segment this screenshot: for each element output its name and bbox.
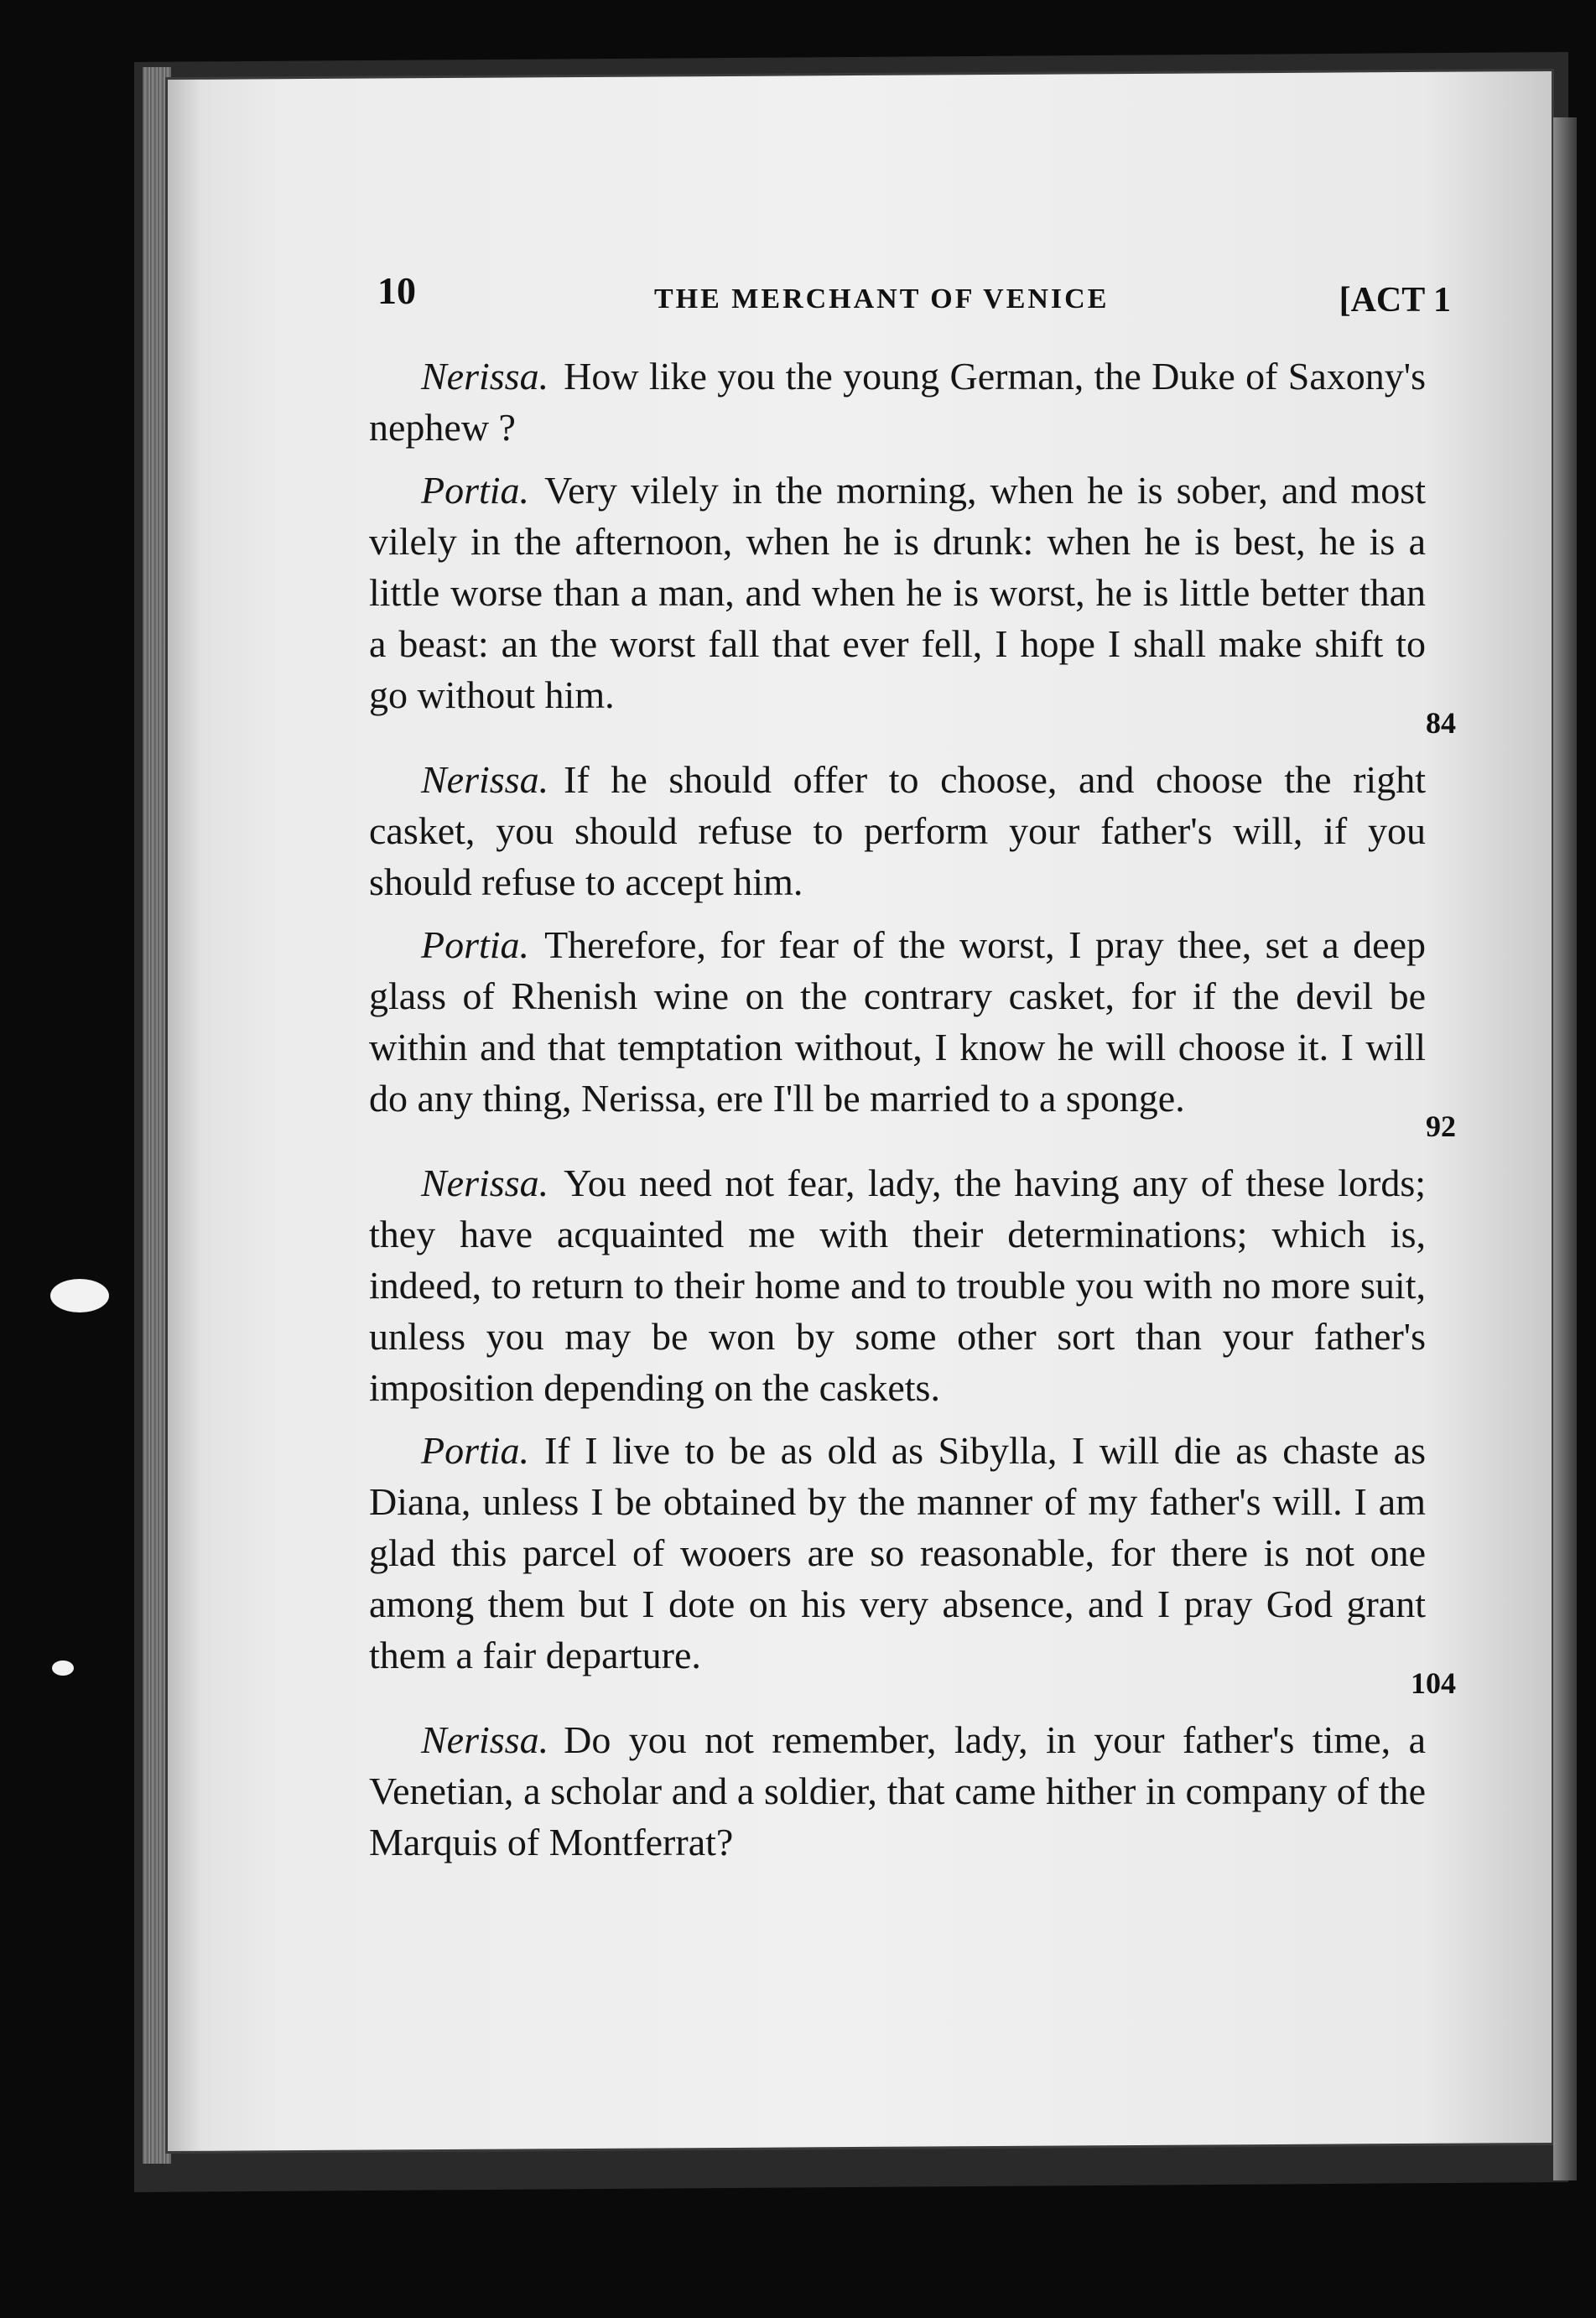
speech-text: How like you the young German, the Duke of Saxony's nephew ?: [369, 355, 1426, 449]
margin-speck: [52, 1661, 74, 1676]
speaker-name: Nerissa.: [421, 355, 549, 398]
play-text: [369, 351, 1456, 1879]
speech: [369, 1425, 1456, 1700]
margin-speck: [50, 1279, 109, 1312]
speaker-name: Nerissa.: [421, 1162, 549, 1204]
speaker-name: Portia.: [421, 469, 530, 512]
line-number: 84: [1426, 706, 1456, 740]
line-number: 92: [1426, 1110, 1456, 1143]
speech-text: If I live to be as old as Sibylla, I will die as chaste as Diana, unless I be obtained by the manner of my father's will. I am glad this parcel of wooers are so reasonable, for there is not one among them but I dote on his very absence, and I pray God grant them a fair departure.: [369, 1429, 1426, 1676]
book-binding-edge: [143, 67, 171, 2164]
speaker-name: Nerissa.: [421, 1718, 549, 1761]
speech: [369, 754, 1426, 907]
speech-text: Do you not remember, lady, in your father's time, a Venetian, a scholar and a soldier, that came hither in company of the Marquis of Montferrat?: [369, 1718, 1426, 1863]
speech: [369, 919, 1456, 1143]
running-title: THE MERCHANT OF VENICE: [654, 283, 1110, 314]
page-header: [377, 268, 1451, 335]
line-number: 104: [1411, 1666, 1456, 1700]
speech-text: You need not fear, lady, the having any of these lords; they have acquainted me with their determinations; which is, indeed, to return to their home and to trouble you with no more suit, unless you may be won by some other sort than your father's imposition depending on the caskets.: [369, 1162, 1426, 1409]
speaker-name: Portia.: [421, 1429, 530, 1472]
speaker-name: Portia.: [421, 923, 530, 966]
speech: [369, 351, 1426, 453]
speech: [369, 465, 1456, 740]
speech-text: If he should offer to choose, and choose the right casket, you should refuse to perform your father's will, if you should refuse to accept him.: [369, 758, 1426, 903]
page-number: 10: [377, 269, 416, 312]
act-label: [ACT 1: [1339, 281, 1451, 320]
speech-text: Therefore, for fear of the worst, I pray thee, set a deep glass of Rhenish wine on the contrary casket, for if the devil be within and that temptation without, I know he will choose it. I will do any thing, Nerissa, ere I'll be married to a sponge.: [369, 923, 1426, 1120]
speech-text: Very vilely in the morning, when he is sober, and most vilely in the afternoon, when he is drunk: when he is best, he is a little worse than a man, and when he is worst, he is little better than a beast: an the worst fall that ever fell, I hope I shall make shift to go without him.: [369, 469, 1426, 716]
speech: [369, 1714, 1426, 1868]
speaker-name: Nerissa.: [421, 758, 549, 801]
speech: [369, 1157, 1426, 1413]
page-right-edge: [1553, 117, 1577, 2180]
